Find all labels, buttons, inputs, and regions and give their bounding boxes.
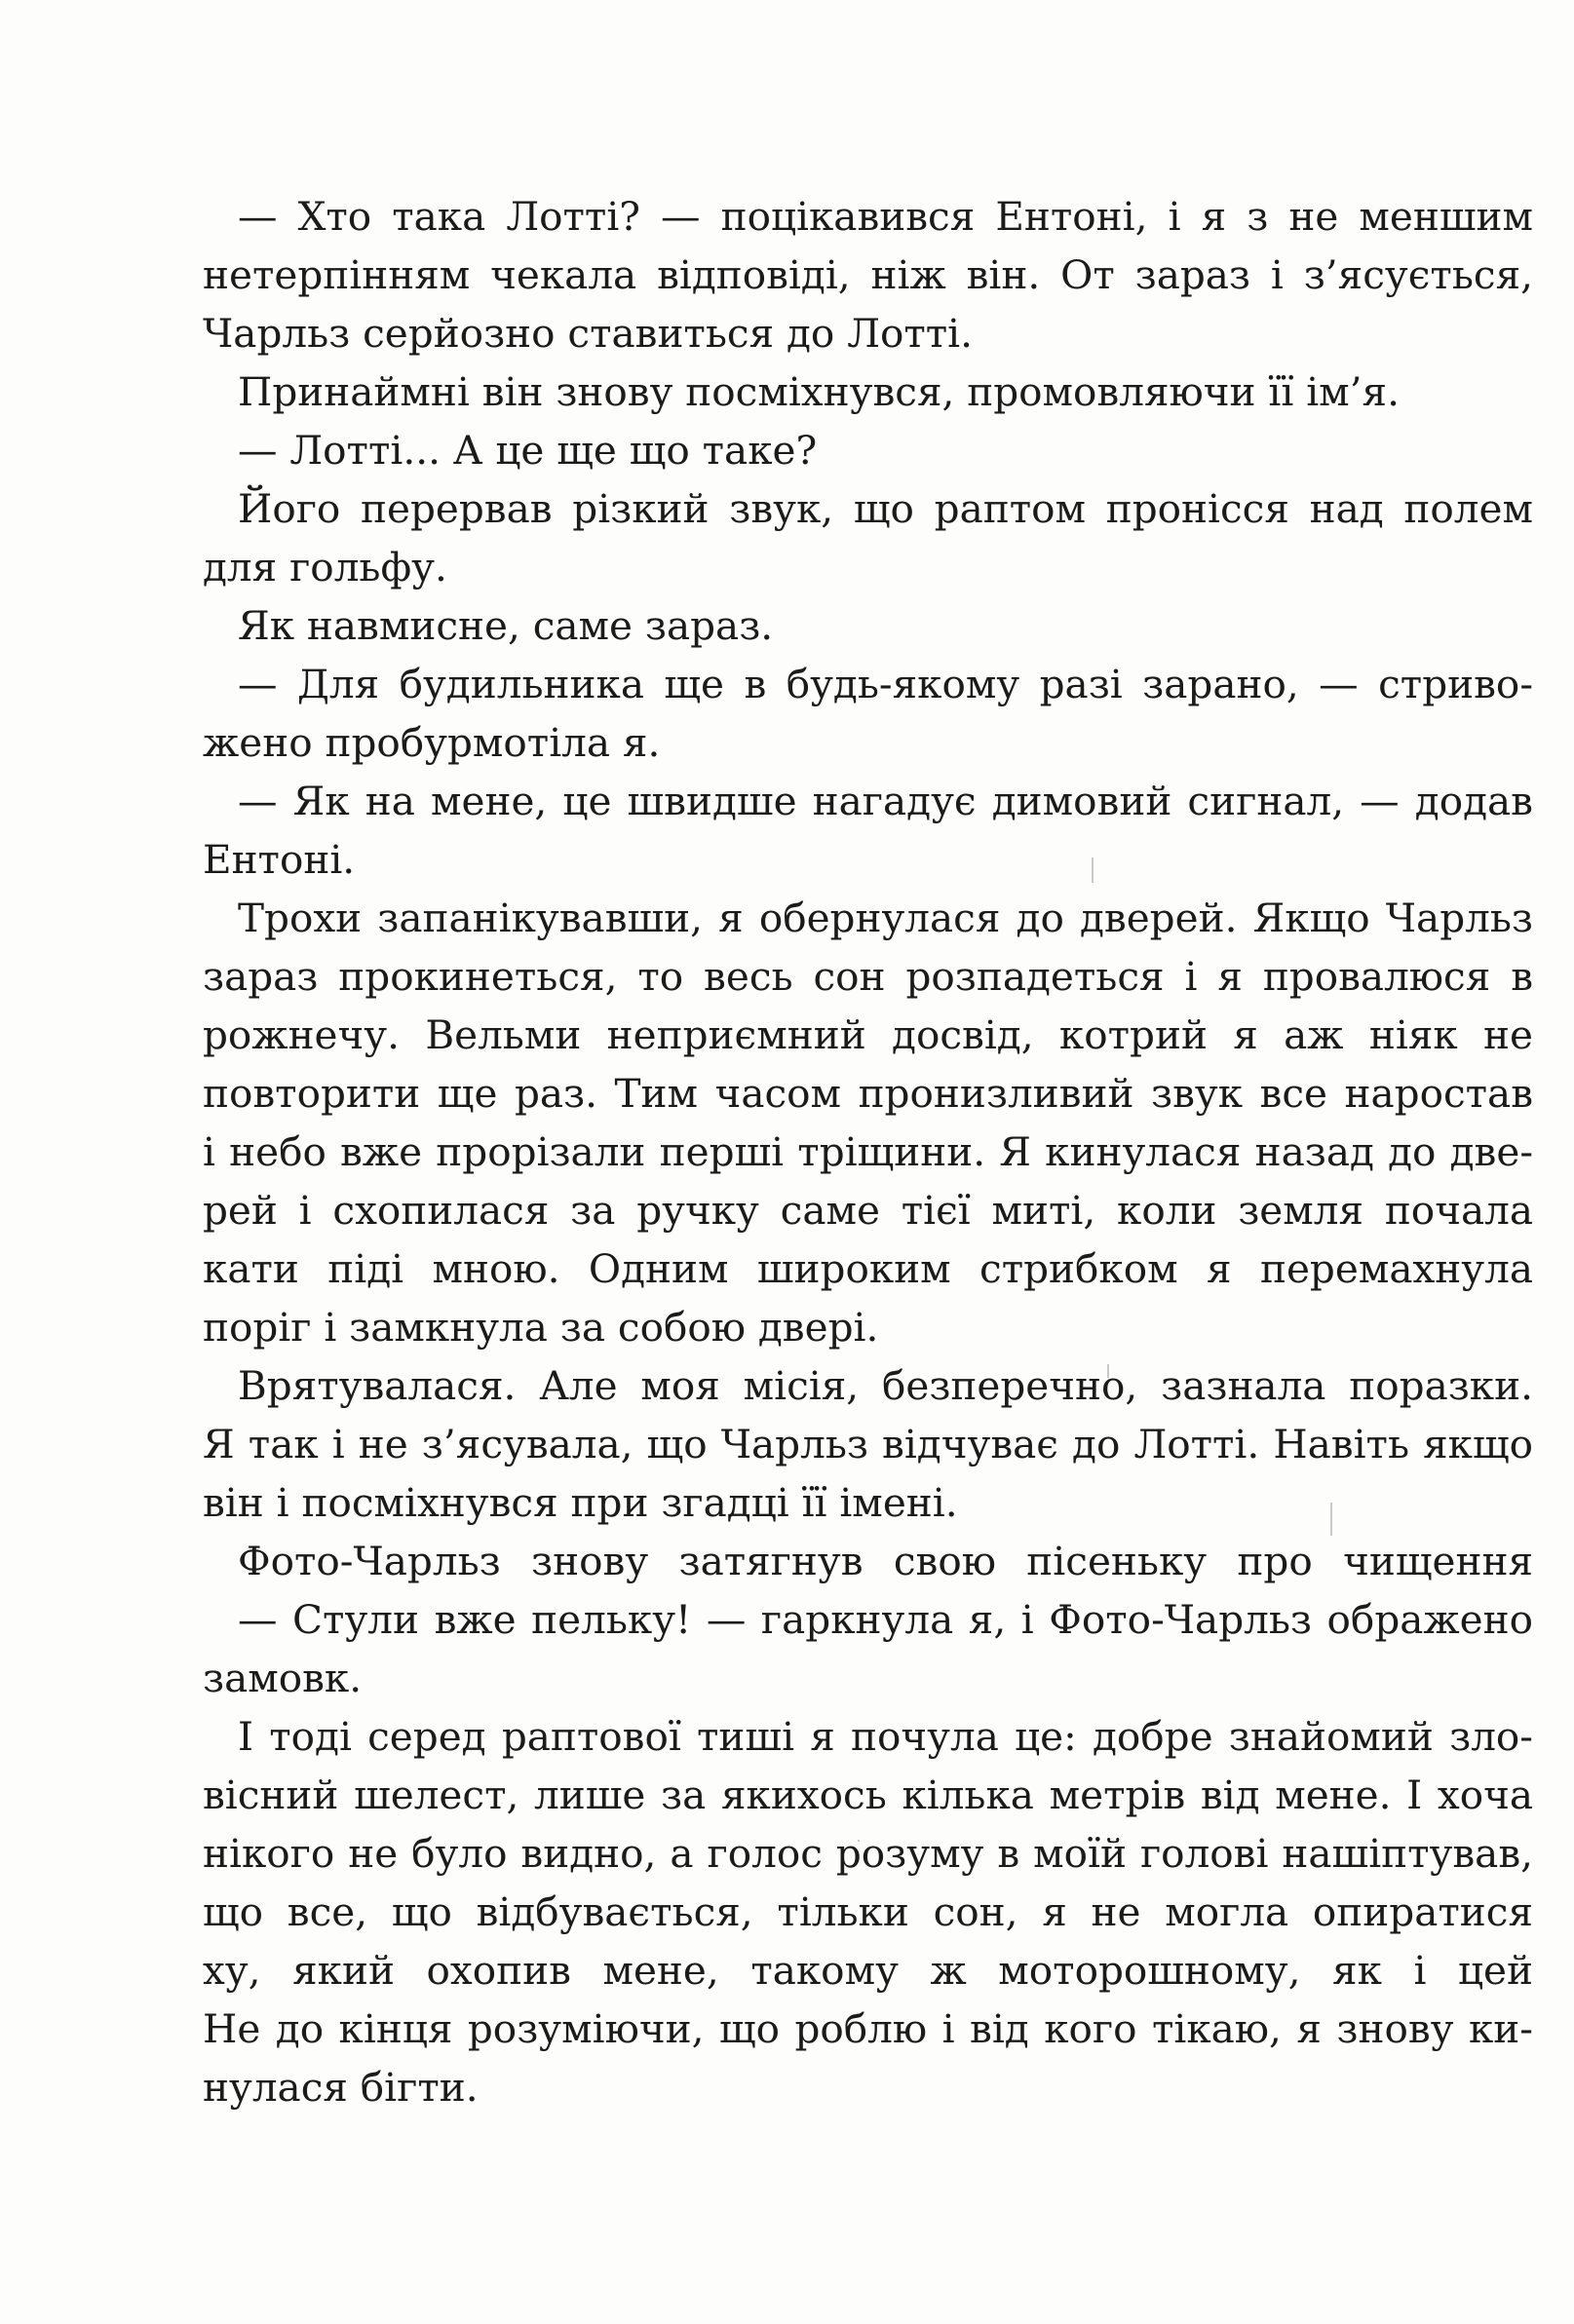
text-line: Ентоні.: [203, 836, 356, 883]
text-line: вісний шелест, лише за якихось кілька метрів від мене. І хоча: [203, 1772, 1533, 1818]
text-line: — Стули вже пельку! — гаркнула я, і Фото-Чарльз ображено: [238, 1596, 1533, 1643]
text-line: — Лотті... А це ще що таке?: [238, 427, 818, 474]
text-line: — Як на мене, це швидше нагадує димовий сигнал, — додав: [238, 778, 1533, 824]
text-line: ху, який охопив мене, такому ж моторошному, як і цей: [203, 1947, 1533, 1994]
text-line: Як навмисне, саме зараз.: [238, 602, 774, 649]
text-line: жено пробурмотіла я.: [203, 719, 661, 766]
body-text: [203, 187, 1533, 2116]
text-line: поріг і замкнула за собою двері.: [203, 1304, 879, 1351]
text-line: — Для будильника ще в будь-якому разі зарано, — стриво-: [238, 661, 1533, 707]
text-line: нетерпінням чекала відповіді, ніж він. От зараз і з’ясується,: [203, 251, 1533, 298]
text-line: і небо вже прорізали перші тріщини. Я кинулася назад до две-: [203, 1128, 1533, 1175]
text-line: нулася бігти.: [203, 2064, 479, 2111]
text-line: нікого не було видно, а голос розуму в моїй голові нашіптував,: [203, 1830, 1533, 1877]
text-line: Фото-Чарльз знову затягнув свою пісеньку про чищення: [238, 1538, 1533, 1584]
text-line: кати піді мною. Одним широким стрибком я перемахнула: [203, 1245, 1533, 1292]
text-line: Я так і не з’ясувала, що Чарльз відчуває до Лотті. Навіть якщо: [203, 1421, 1533, 1467]
text-line: рожнечу. Вельми неприємний досвід, котрий я аж ніяк не: [203, 1011, 1533, 1058]
text-line: Врятувалася. Але моя місія, безперечно, зазнала поразки.: [238, 1362, 1533, 1409]
text-line: для гольфу.: [203, 544, 447, 591]
text-line: зараз прокинеться, то весь сон розпадеться і я провалюся в: [203, 953, 1533, 1000]
text-line: рей і схопилася за ручку саме тієї миті, коли земля почала: [203, 1187, 1533, 1234]
text-line: Його перервав різкий звук, що раптом пронісся над полем: [238, 485, 1533, 532]
text-line: повторити ще раз. Тим часом пронизливий звук все наростав: [203, 1070, 1533, 1117]
text-line: Трохи запанікувавши, я обернулася до дверей. Якщо Чарльз: [238, 895, 1533, 941]
text-line: замовк.: [203, 1655, 363, 1701]
text-line: що все, що відбувається, тільки сон, я не могла опиратися: [203, 1888, 1533, 1935]
text-line: він і посміхнувся при згадці її імені.: [203, 1479, 958, 1526]
text-line: Не до кінця розуміючи, що роблю і від кого тікаю, я знову ки-: [203, 2005, 1533, 2052]
text-line: Чарльз серйозно ставиться до Лотті.: [203, 310, 974, 357]
text-line: І тоді серед раптової тиші я почула це: добре знайомий зло-: [238, 1713, 1533, 1760]
text-line: Принаймні він знову посміхнувся, промовляючи її ім’я.: [238, 368, 1400, 415]
text-line: — Хто така Лотті? — поцікавився Ентоні, і я з не меншим: [238, 193, 1533, 240]
